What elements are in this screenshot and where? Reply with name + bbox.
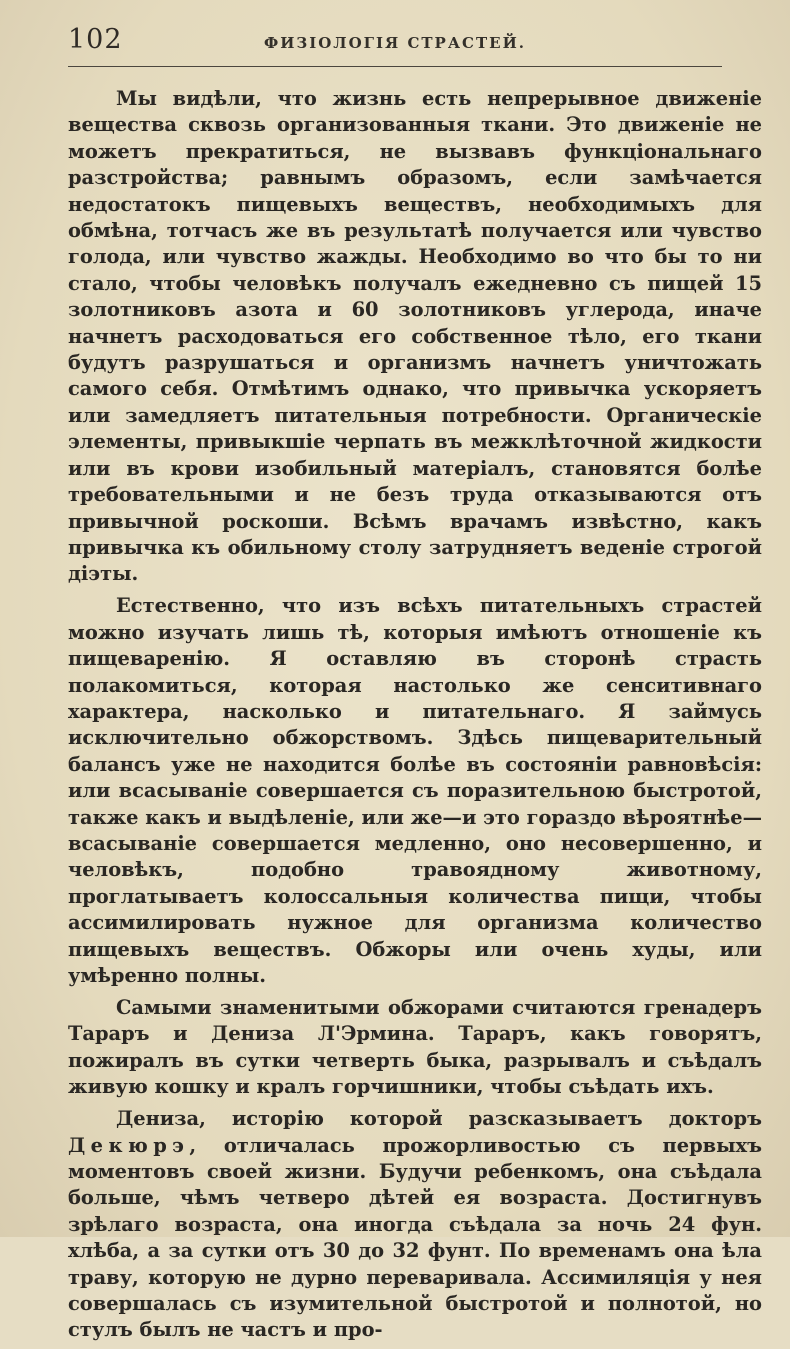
page-number: 102 (68, 24, 123, 55)
paragraph-4-rest: , отличалась прожорливостью съ первыхъ моментовъ своей жизни. Будучи ребенкомъ, она съѣдала больше, чѣмъ четверо дѣтей ея возраста. Достигнувъ зрѣлаго возраста, она иногда съѣдала за ночь 24 фун. хлѣба, а за сутки отъ 30 до 32 фунт. По временамъ она ѣла траву, которую не дурно переваривала. Ассимиляція у нея совершалась съ изумительной быстротой и полнотой, но стулъ былъ не частъ и про- (68, 1133, 762, 1342)
paragraph-1: Мы видѣли, что жизнь есть непрерывное движеніе вещества сквозь организованныя ткани. Это движеніе не можетъ прекратиться, не вызвавъ функціональнаго разстройства; равнымъ образомъ, если замѣчается недостатокъ пищевыхъ веществъ, необходимыхъ для обмѣна, тотчасъ же въ результатѣ получается или чувство голода, или чувство жажды. Необходимо во что бы то ни стало, чтобы человѣкъ получалъ ежедневно съ пищей 15 золотниковъ азота и 60 золотниковъ углерода, иначе начнетъ расходоваться его собственное тѣло, его ткани будутъ разрушаться и организмъ начнетъ уничтожать самого себя. Отмѣтимъ однако, что привычка ускоряетъ или замедляетъ питательныя потребности. Органическіе элементы, привыкшіе черпать въ межклѣточной жидкости или въ крови изобильный матеріалъ, становятся болѣе требовательными и не безъ труда отказываются отъ привычной роскоши. Всѣмъ врачамъ извѣстно, какъ привычка къ обильному столу затрудняетъ веденіе строгой діэты. (68, 87, 762, 586)
paragraph-4-start: Дениза, исторію которой разсказываетъ докторъ (116, 1107, 762, 1131)
header-rule (68, 66, 722, 67)
running-title: ФИЗІОЛОГІЯ СТРАСТЕЙ. (264, 34, 526, 52)
body-text (68, 86, 762, 1349)
page-header (68, 22, 722, 62)
spaced-author-name: Декюрэ (68, 1133, 190, 1157)
paragraph-4 (68, 1106, 762, 1344)
paragraph-2: Естественно, что изъ всѣхъ питательныхъ страстей можно изучать лишь тѣ, которыя имѣютъ отношеніе къ пищеваренію. Я оставляю въ сторонѣ страсть полакомиться, которая настолько же сенситивнаго характера, насколько и питательнаго. Я займусь исключительно обжорствомъ. Здѣсь пищеварительный балансъ уже не находится болѣе въ состояніи равновѣсія: или всасываніе совершается съ поразительною быстротой, также какъ и выдѣленіе, или же—и это гораздо вѣроятнѣе—всасываніе совершается медленно, оно несовершенно, и человѣкъ, подобно травоядному животному, проглатываетъ колоссальныя количества пищи, чтобы ассимилировать нужное для организма количество пищевыхъ веществъ. Обжоры или очень худы, или умѣренно полны. (68, 594, 763, 987)
paragraph-3: Самыми знаменитыми обжорами считаются гренадеръ Тараръ и Дениза Л'Эрмина. Тараръ, какъ говорятъ, пожиралъ въ сутки четверть быка, разрывалъ и съѣдалъ живую кошку и кралъ горчишники, чтобы съѣдать ихъ. (68, 996, 762, 1099)
